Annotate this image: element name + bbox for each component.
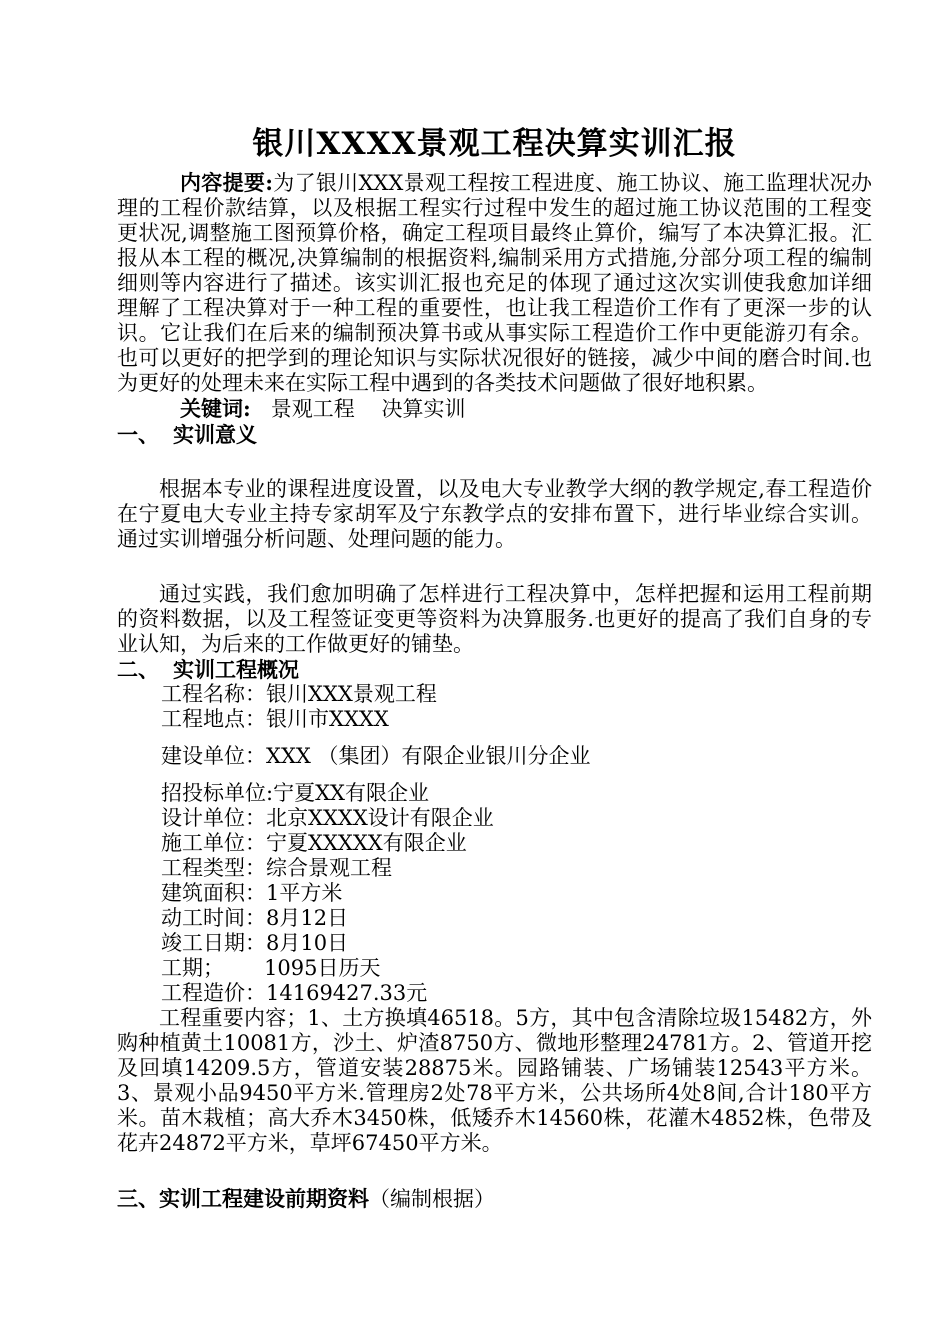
start-date: 动工时间：8月12日 <box>161 906 349 930</box>
construction-unit: 施工单位：宁夏XXXXX有限企业 <box>161 831 467 855</box>
document-page <box>117 118 872 1212</box>
section-3-heading <box>117 1186 872 1212</box>
building-area: 建筑面积：1平方米 <box>161 881 343 905</box>
period-label: 工期； <box>161 956 224 980</box>
project-content: 工程重要内容；1、土方换填46518。5方，其中包含清除垃圾15482方，外购种植黄土10081方，沙土、炉渣8750方、微地形整理24781方。2、管道开挖及回填14209.5方，管道安装28875米。园路铺装、广场铺装12543平方米。3、景观小品9450平方米.管理房2处78平方米，公共场所4处8间,合计180平方米。苗木栽植；高大乔木3450株，低矮乔木14560株，花灌木4852株，色带及花卉24872平方米，草坪67450平方米。 <box>117 1006 872 1155</box>
section-1-paragraph-2: 通过实践，我们愈加明确了怎样进行工程决算中，怎样把握和运用工程前期的资料数据，以及工程签证变更等资料为决算服务.也更好的提高了我们自身的专业认知，为后来的工作做更好的铺垫。 <box>117 582 872 656</box>
keywords-items: 景观工程 决算实训 <box>270 397 466 421</box>
finish-date: 竣工日期：8月10日 <box>161 931 349 955</box>
project-type: 工程类型：综合景观工程 <box>161 856 392 880</box>
tender-unit: 招投标单位:宁夏XX有限企业 <box>161 781 429 805</box>
section-1-paragraph-1: 根据本专业的课程进度设置，以及电大专业教学大纲的教学规定,春工程造价在宁夏电大专业主持专家胡军及宁东教学点的安排布置下，进行毕业综合实训。通过实训增强分析问题、处理问题的能力。 <box>117 477 872 551</box>
project-period <box>117 956 872 981</box>
period-value: 1095日历天 <box>264 956 381 980</box>
keywords-line <box>117 396 872 422</box>
section-1-heading <box>117 422 872 447</box>
builder-unit: 建设单位：XXX （集团）有限企业银川分企业 <box>161 744 591 768</box>
document-title: 银川XXXX景观工程决算实训汇报 <box>252 126 737 162</box>
project-name: 工程名称：银川XXX景观工程 <box>161 682 437 706</box>
project-cost: 工程造价：14169427.33元 <box>161 981 428 1005</box>
section-1-title: 实训意义 <box>173 422 257 447</box>
abstract-paragraph <box>117 170 872 396</box>
design-unit: 设计单位：北京XXXX设计有限企业 <box>161 806 494 830</box>
section-1-number: 一、 <box>117 422 159 447</box>
section-3-suffix: （编制根据） <box>369 1187 495 1211</box>
section-2-title: 实训工程概况 <box>173 657 299 682</box>
abstract-text: 为了银川XXX景观工程按工程进度、施工协议、施工监理状况办理的工程价款结算，以及根据工程实行过程中发生的超过施工协议范围的工程变更状况,调整施工图预算价格，确定工程项目最终止算价，编写了本决算汇报。汇报从本工程的概况,决算编制的根据资料,编制采用方式措施,分部分项工程的编制细则等内容进行了描述。该实训汇报也充足的体现了通过这次实训使我愈加详细理解了工程决算对于一种工程的重要性，也让我工程造价工作有了更深一步的认识。它让我们在后来的编制预决算书或从事实际工程造价工作中更能游刃有余。也可以更好的把学到的理论知识与实际状况很好的链接，减少中间的磨合时间.也为更好的处理未来在实际工程中遇到的各类技术问题做了很好地积累。 <box>117 171 872 395</box>
keywords-label: 关键词: <box>180 396 251 421</box>
abstract-label: 内容提要: <box>180 170 273 195</box>
project-site: 工程地点：银川市XXXX <box>161 707 389 731</box>
section-3-title: 三、实训工程建设前期资料 <box>117 1186 369 1211</box>
section-2-number: 二、 <box>117 657 159 682</box>
section-2-heading <box>117 657 872 682</box>
